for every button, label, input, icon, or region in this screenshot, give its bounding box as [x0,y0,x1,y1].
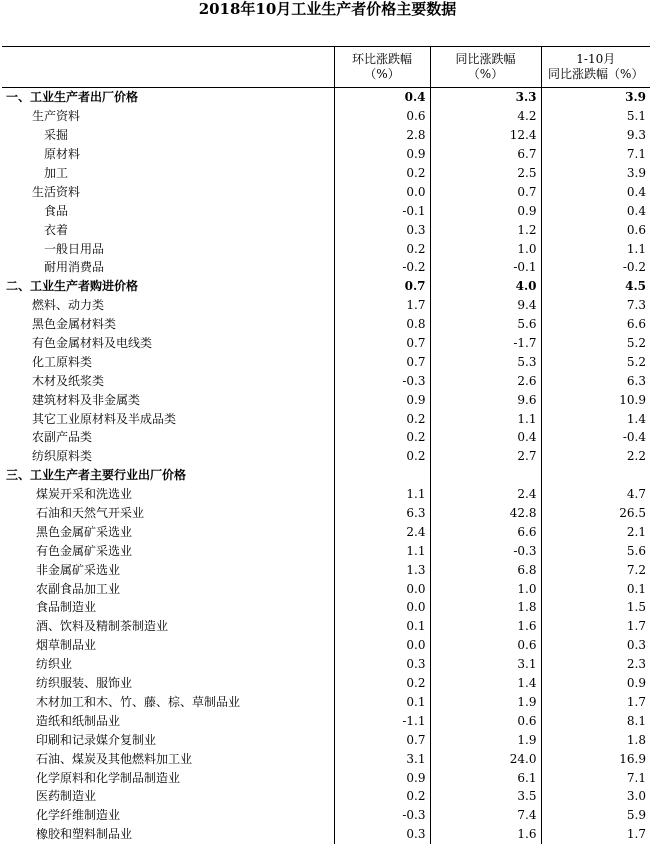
table-row [2,296,650,315]
cell-yoy: 1.8 [430,598,541,617]
cell-yoy: 42.8 [430,504,541,523]
cell-ytd: 2.1 [541,522,650,541]
row-label: 二、工业生产者购进价格 [6,279,139,294]
cell-yoy: 1.6 [430,617,541,636]
cell-ytd: 1.7 [541,617,650,636]
cell-ytd: -0.4 [541,428,650,447]
cell-yoy: 3.1 [430,655,541,674]
cell-mom: 0.7 [334,352,430,371]
cell-yoy: 2.4 [430,485,541,504]
cell-mom [334,466,430,485]
cell-yoy: 0.9 [430,201,541,220]
table-body [2,88,650,844]
cell-mom: 0.2 [334,164,430,183]
cell-mom: -0.1 [334,201,430,220]
cell-yoy: 5.3 [430,352,541,371]
header-ytd [541,47,650,88]
header-mom-unit: （%） [364,67,400,81]
cell-mom: 0.0 [334,182,430,201]
header-yoy [430,47,541,88]
header-mom [334,47,430,88]
table-row [2,447,650,466]
cell-yoy: 5.6 [430,315,541,334]
cell-ytd: 1.1 [541,239,650,258]
cell-mom: 0.1 [334,693,430,712]
cell-ytd: 26.5 [541,504,650,523]
row-label: 有色金属矿采选业 [36,543,133,558]
row-label: 建筑材料及非金属类 [32,392,141,407]
row-label: 橡胶和塑料制品业 [36,827,133,842]
row-label: 石油、煤炭及其他燃料加工业 [36,751,193,766]
cell-yoy: 0.6 [430,711,541,730]
cell-ytd: 7.2 [541,560,650,579]
row-label: 燃料、动力类 [32,298,105,313]
cell-mom: 0.8 [334,315,430,334]
cell-mom: 0.7 [334,277,430,296]
row-label: 衣着 [44,222,69,237]
table-row [2,239,650,258]
cell-yoy: 1.6 [430,825,541,844]
cell-ytd: 0.4 [541,201,650,220]
table-row [2,126,650,145]
cell-ytd: 4.5 [541,277,650,296]
cell-mom: 0.0 [334,598,430,617]
cell-yoy: 1.9 [430,730,541,749]
cell-mom: 6.3 [334,504,430,523]
section-row [2,88,650,107]
table-row [2,541,650,560]
cell-mom: 1.1 [334,485,430,504]
row-label: 生活资料 [32,184,81,199]
row-label: 三、工业生产者主要行业出厂价格 [6,468,187,483]
row-label: 生产资料 [32,109,81,124]
table-row [2,711,650,730]
cell-mom: 0.0 [334,579,430,598]
cell-mom: 3.1 [334,749,430,768]
row-label: 化工原料类 [32,354,93,369]
row-label: 其它工业原材料及半成品类 [32,411,177,426]
cell-yoy: 4.2 [430,107,541,126]
cell-mom: -1.1 [334,711,430,730]
cell-ytd: 6.3 [541,371,650,390]
header-mom-label: 环比涨跌幅 [351,52,412,66]
cell-yoy: 1.2 [430,220,541,239]
cell-ytd: 3.9 [541,88,650,107]
cell-yoy: 3.3 [430,88,541,107]
cell-yoy: 7.4 [430,806,541,825]
cell-mom: 0.2 [334,239,430,258]
cell-yoy: 6.7 [430,145,541,164]
cell-ytd: 5.9 [541,806,650,825]
cell-mom: 1.3 [334,560,430,579]
cell-mom: 0.7 [334,730,430,749]
cell-yoy: 24.0 [430,749,541,768]
cell-yoy: 0.6 [430,636,541,655]
cell-mom: 1.1 [334,541,430,560]
table-row [2,201,650,220]
row-label: 农副食品加工业 [36,581,121,596]
cell-ytd: 8.1 [541,711,650,730]
row-label: 煤炭开采和洗选业 [36,487,133,502]
cell-ytd: 5.2 [541,352,650,371]
row-label: 农副产品类 [32,430,93,445]
cell-yoy: -0.3 [430,541,541,560]
cell-ytd: 1.7 [541,825,650,844]
cell-ytd: 1.8 [541,730,650,749]
cell-yoy: -0.1 [430,258,541,277]
table-row [2,315,650,334]
table-row [2,220,650,239]
table-row [2,806,650,825]
row-label: 非金属矿采选业 [36,562,121,577]
row-label: 纺织服装、服饰业 [36,676,133,691]
row-label: 纺织业 [36,657,73,672]
cell-ytd: 0.3 [541,636,650,655]
row-label: 一般日用品 [44,241,105,256]
row-label: 采掘 [44,128,69,143]
cell-ytd: 3.0 [541,787,650,806]
header-row [2,47,650,88]
cell-mom: -0.3 [334,371,430,390]
row-label: 纺织原料类 [32,449,93,464]
cell-yoy: 1.0 [430,579,541,598]
table-row [2,182,650,201]
table-row [2,749,650,768]
row-label: 木材及纸浆类 [32,373,105,388]
cell-yoy: 3.5 [430,787,541,806]
cell-ytd [541,466,650,485]
section-row [2,466,650,485]
cell-ytd: 5.2 [541,334,650,353]
cell-mom: 0.2 [334,409,430,428]
cell-ytd: 0.4 [541,182,650,201]
table-row [2,409,650,428]
cell-mom: 0.7 [334,334,430,353]
cell-ytd: 5.6 [541,541,650,560]
cell-mom: 0.1 [334,617,430,636]
row-label: 造纸和纸制品业 [36,713,121,728]
cell-ytd: 0.1 [541,579,650,598]
cell-yoy: 0.7 [430,182,541,201]
page-title: 2018年10月工业生产者价格主要数据 [198,0,457,18]
row-label: 石油和天然气开采业 [36,506,145,521]
row-label: 烟草制品业 [36,638,97,653]
cell-yoy: 2.6 [430,371,541,390]
cell-mom: 0.2 [334,428,430,447]
table-row [2,787,650,806]
table-row [2,693,650,712]
row-label: 化学原料和化学制品制造业 [36,770,181,785]
row-label: 加工 [44,166,69,180]
cell-ytd: 7.1 [541,768,650,787]
row-label: 原材料 [44,147,81,162]
cell-ytd: 0.6 [541,220,650,239]
cell-ytd: 2.3 [541,655,650,674]
table-row [2,107,650,126]
cell-ytd: 6.6 [541,315,650,334]
cell-mom: -0.3 [334,806,430,825]
row-label: 化学纤维制造业 [36,808,121,823]
cell-yoy: 2.7 [430,447,541,466]
cell-mom: 1.7 [334,296,430,315]
table-row [2,145,650,164]
price-data-table [2,46,650,844]
table-row [2,334,650,353]
table-row [2,522,650,541]
table-row [2,768,650,787]
table-row [2,352,650,371]
header-yoy-unit: （%） [467,67,504,81]
cell-mom: 0.2 [334,674,430,693]
table-row [2,164,650,183]
cell-yoy: 2.5 [430,164,541,183]
header-ytd-unit: 同比涨跌幅（%） [548,67,644,81]
table-row [2,504,650,523]
cell-yoy: 1.9 [430,693,541,712]
cell-mom: 0.3 [334,655,430,674]
row-label: 耐用消费品 [44,260,105,275]
cell-yoy: 0.4 [430,428,541,447]
table-row [2,258,650,277]
cell-ytd: 0.9 [541,674,650,693]
cell-yoy: 9.4 [430,296,541,315]
cell-yoy: -1.7 [430,334,541,353]
header-label-column [2,47,334,88]
cell-ytd: 1.4 [541,409,650,428]
table-row [2,730,650,749]
cell-ytd: 5.1 [541,107,650,126]
cell-yoy: 9.6 [430,390,541,409]
table-row [2,371,650,390]
cell-mom: 0.0 [334,636,430,655]
cell-mom: 0.9 [334,145,430,164]
cell-ytd: -0.2 [541,258,650,277]
cell-yoy: 6.8 [430,560,541,579]
table-row [2,617,650,636]
table-row [2,390,650,409]
row-label: 一、工业生产者出厂价格 [6,90,139,105]
row-label: 食品 [44,203,69,218]
cell-ytd: 3.9 [541,164,650,183]
table-row [2,560,650,579]
cell-yoy: 12.4 [430,126,541,145]
table-row [2,655,650,674]
cell-ytd: 7.3 [541,296,650,315]
cell-yoy [430,466,541,485]
cell-ytd: 16.9 [541,749,650,768]
cell-yoy: 4.0 [430,277,541,296]
table-row [2,428,650,447]
row-label: 印刷和记录媒介复制业 [36,732,157,747]
cell-mom: 2.4 [334,522,430,541]
cell-yoy: 1.0 [430,239,541,258]
cell-ytd: 2.2 [541,447,650,466]
table-header [2,47,650,88]
cell-mom: 0.6 [334,107,430,126]
row-label: 食品制造业 [36,600,97,615]
table-row [2,636,650,655]
row-label: 黑色金属矿采选业 [36,524,133,539]
row-label: 医药制造业 [36,789,97,804]
cell-ytd: 1.7 [541,693,650,712]
cell-ytd: 10.9 [541,390,650,409]
header-yoy-label: 同比涨跌幅 [455,52,516,66]
cell-mom: 0.9 [334,390,430,409]
cell-ytd: 7.1 [541,145,650,164]
cell-mom: 0.9 [334,768,430,787]
cell-mom: 0.4 [334,88,430,107]
section-row [2,277,650,296]
cell-ytd: 9.3 [541,126,650,145]
row-label: 黑色金属材料类 [32,317,117,332]
table-row [2,485,650,504]
table-row [2,579,650,598]
row-label: 有色金属材料及电线类 [32,336,153,351]
cell-ytd: 1.5 [541,598,650,617]
cell-yoy: 1.1 [430,409,541,428]
cell-mom: 0.2 [334,447,430,466]
cell-mom: 0.3 [334,220,430,239]
cell-mom: 2.8 [334,126,430,145]
cell-mom: -0.2 [334,258,430,277]
table-row [2,598,650,617]
cell-ytd: 4.7 [541,485,650,504]
header-ytd-label: 1-10月 [576,52,616,66]
row-label: 木材加工和木、竹、藤、棕、草制品业 [36,694,241,709]
table-row [2,674,650,693]
cell-mom: 0.3 [334,825,430,844]
cell-mom: 0.2 [334,787,430,806]
cell-yoy: 6.1 [430,768,541,787]
cell-yoy: 6.6 [430,522,541,541]
cell-yoy: 1.4 [430,674,541,693]
row-label: 酒、饮料及精制茶制造业 [36,619,169,634]
